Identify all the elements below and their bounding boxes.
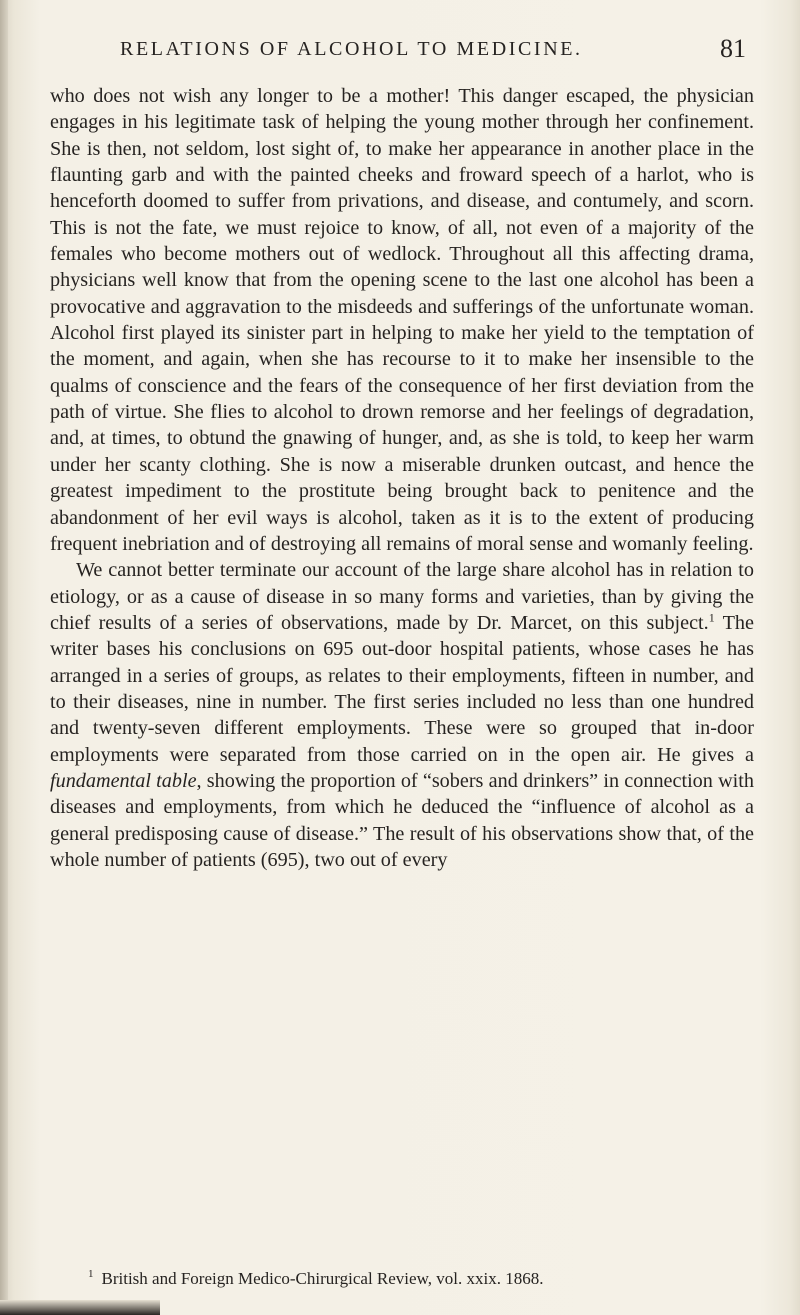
page-bottom-edge [0, 1300, 160, 1315]
paragraph [50, 557, 754, 873]
italic-phrase: fundamental table [50, 769, 197, 792]
paragraph: who does not wish any longer to be a mother! This danger escaped, the physician engages in his legitimate task of helping the young mother through her confinement. She is then, not seldom, lost sight of, to make her appearance in another place in the flaunting garb and with the painted cheeks and froward speech of a harlot, who is henceforth doomed to suffer from privations, and disease, and contumely, and scorn. This is not the fate, we must rejoice to know, of all, not even of a majority of the females who become mothers out of wedlock. Throughout all this affecting drama, physicians well know that from the opening scene to the last one alcohol has been a provocative and aggravation to the misdeeds and sufferings of the unfortunate woman. Alcohol first played its sinister part in helping to make her yield to the temptation of the moment, and again, when she has recourse to it to make her insensible to the qualms of conscience and the fears of the consequence of her first deviation from the path of virtue. She flies to alcohol to drown remorse and her feelings of degradation, and, at times, to obtund the gnawing of hunger, and, as she is told, to keep her warm under her scanty clothing. She is now a miserable drunken outcast, and hence the greatest impediment to the prostitute being brought back to penitence and the abandonment of her evil ways is alcohol, taken as it is to the extent of producing frequent inebriation and of destroying all remains of moral sense and womanly feeling. [50, 85, 754, 555]
page-header [120, 34, 746, 78]
footnote-reference: 1 [708, 610, 715, 625]
footnote-text: British and Foreign Medico-Chirurgical Review, vol. xxix. 1868. [101, 1269, 544, 1288]
running-head: RELATIONS OF ALCOHOL TO MEDICINE. [120, 38, 583, 60]
page-number: 81 [720, 34, 746, 63]
footnote-number: 1 [88, 1268, 94, 1281]
paragraph-text: We cannot better terminate our account of the large share alcohol has in relation to etiology, or as a cause of disease in so many forms and varieties, than by giving the chief results of a series of observations, made by Dr. Marcet, on this subject. [50, 559, 754, 634]
page-spine-shadow [0, 0, 8, 1315]
paragraph-text: , showing the proportion of “sobers and drinkers” in connection with diseases and employments, from which he deduced the “influence of alcohol as a general predisposing cause of disease.” The result of his observations show that, of the whole number of patients (695), two out of every [50, 769, 754, 871]
body-text [50, 83, 754, 873]
footnote [88, 1268, 768, 1290]
paragraph-text: The writer bases his conclusions on 695 out-door hospital patients, whose cases he has arranged in a series of groups, as relates to their employments, fifteen in number, and to their diseases, nine in number. The first series included no less than one hundred and twenty-seven different employments. These were so grouped that in-door employments were separated from those carried on in the open air. He gives a [50, 611, 754, 766]
